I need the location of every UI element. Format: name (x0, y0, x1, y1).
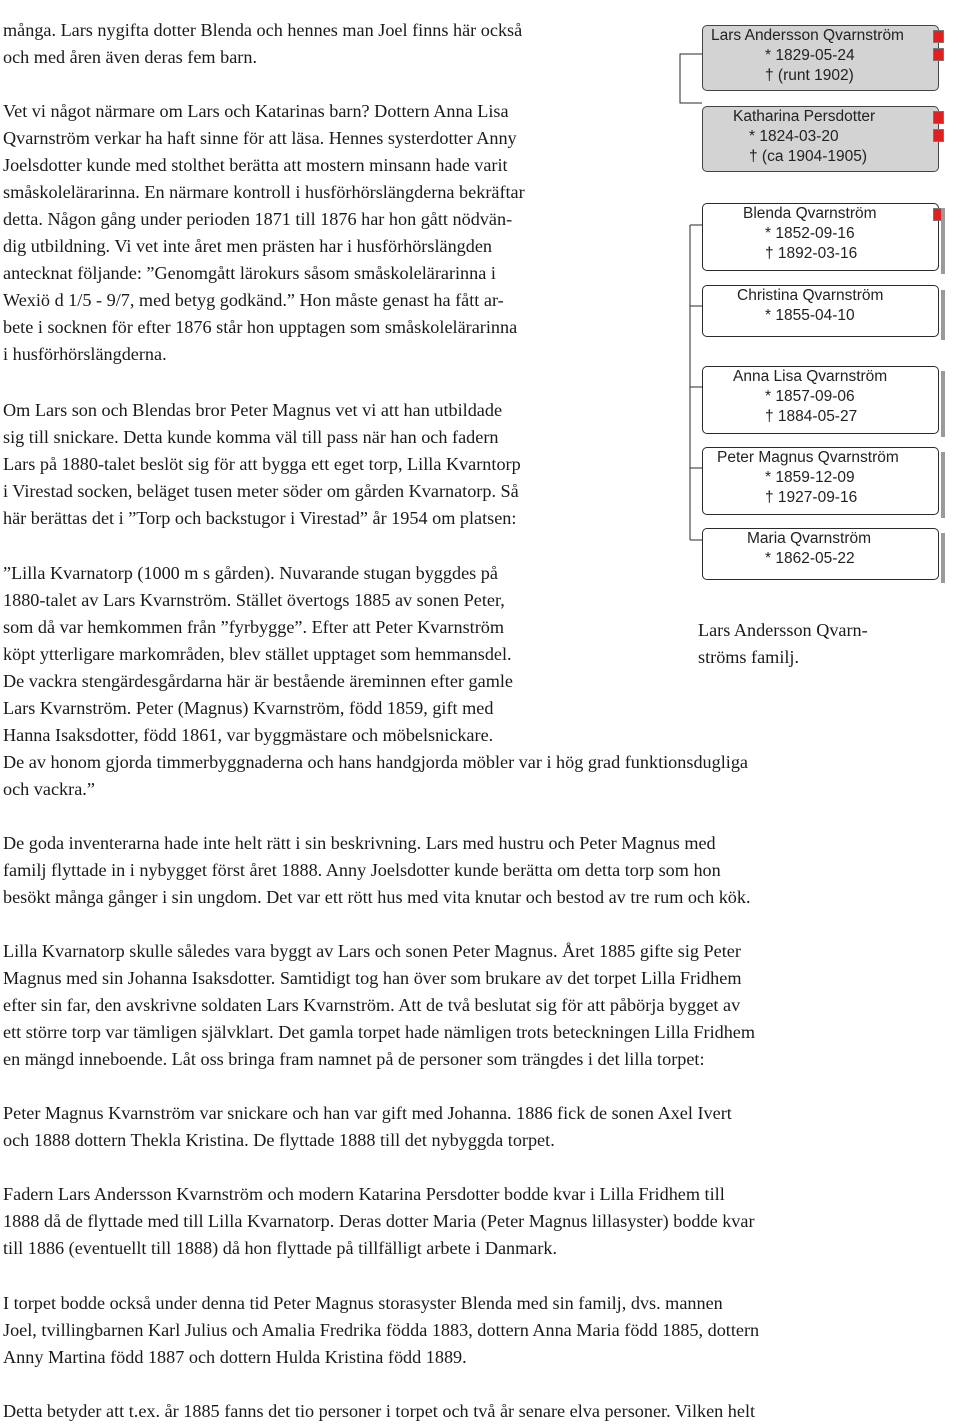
box-shadow (941, 371, 945, 437)
paragraph-1 (3, 17, 522, 71)
children-branches (690, 225, 702, 540)
text-line: småskolelärarinna. En närmare kontroll i husförhörslängderna bekräftar (3, 182, 525, 202)
paragraph-8 (3, 1181, 755, 1262)
text-line: Lars på 1880-talet beslöt sig för att bygga ett eget torp, Lilla Kvarntorp (3, 454, 521, 474)
text-line: familj flyttade in i nybygget först året 1888. Anny Joelsdotter kunde berätta om detta torp som hon (3, 860, 721, 880)
text-line: sig till snickare. Detta kunde komma väl till pass när han och fadern (3, 427, 499, 447)
paragraph-5 (3, 830, 751, 911)
birth-date: * 1862-05-22 (765, 550, 855, 567)
text-line: Fadern Lars Andersson Kvarnström och modern Katarina Persdotter bodde kvar i Lilla Fridhem till (3, 1184, 725, 1204)
text-line: Joelsdotter kunde med stolthet berätta att mostern minsann hade varit (3, 155, 508, 175)
text-line: Anny Martina född 1887 och dottern Hulda Kristina född 1889. (3, 1347, 467, 1367)
person-name: Peter Magnus Qvarnström (717, 449, 899, 466)
text-line: Wexiö d 1/5 - 9/7, med betyg godkänd.” Hon måste genast ha fått ar- (3, 290, 504, 310)
text-line: och vackra.” (3, 779, 95, 799)
box-shadow (941, 208, 945, 274)
text-line: 1880-talet av Lars Kvarnström. Stället övertogs 1885 av sonen Peter, (3, 590, 505, 610)
text-line: Lars Kvarnström. Peter (Magnus) Kvarnström, född 1859, gift med (3, 698, 494, 718)
box-shadow (941, 290, 945, 340)
text-line: i Virestad socken, beläget tusen meter söder om gården Kvarnatorp. Så (3, 481, 519, 501)
person-name: Maria Qvarnström (747, 530, 872, 547)
text-line: 1888 då de flyttade med till Lilla Kvarnatorp. Deras dotter Maria (Peter Magnus lillasyster) bodde kvar (3, 1211, 755, 1231)
text-line: bete i socknen för efter 1876 står hon upptagen som småskolelärarinna (3, 317, 518, 337)
flag-icon (933, 30, 944, 43)
text-line: många. Lars nygifta dotter Blenda och hennes man Joel finns här också (3, 20, 523, 40)
person-name: Christina Qvarnström (737, 287, 884, 304)
paragraph-3 (3, 397, 521, 532)
text-line: ett större torp var tämligen självklart. Det gamla torpet hade nämligen trots beteckningen Lilla Fridhem (3, 1022, 756, 1042)
text-line: Joel, tvillingbarnen Karl Julius och Amalia Fredrika födda 1883, dottern Anna Maria född 1885, dottern (3, 1320, 760, 1340)
figure-caption (698, 617, 868, 671)
text-line: Vet vi något närmare om Lars och Katarinas barn? Dottern Anna Lisa (3, 101, 509, 121)
text-line: som då var hemkommen från ”fyrbygge”. Efter att Peter Kvarnström (3, 617, 504, 637)
birth-date: * 1857-09-06 (765, 388, 855, 405)
text-line: Hanna Isaksdotter, född 1861, var byggmästare och möbelsnickare. (3, 725, 494, 745)
flag-icon (933, 48, 944, 61)
text-line: I torpet bodde också under denna tid Peter Magnus storasyster Blenda med sin familj, dvs. mannen (3, 1293, 723, 1313)
person-name: Blenda Qvarnström (743, 205, 877, 222)
paragraph-9 (3, 1290, 759, 1371)
family-tree (672, 22, 960, 606)
paragraph-6 (3, 938, 755, 1073)
text-line: Magnus med sin Johanna Isaksdotter. Samtidigt tog han över som brukare av det torpet Lilla Fridhem (3, 968, 742, 988)
text-line: Lilla Kvarnatorp skulle således vara byggt av Lars och sonen Peter Magnus. Året 1885 gifte sig Peter (3, 941, 741, 961)
parent-box-katharina (702, 106, 939, 172)
text-line: antecknat följande: ”Genomgått lärokurs såsom småskolelärarinna i (3, 263, 496, 283)
text-line: en mängd inneboende. Låt oss bringa fram namnet på de personer som trängdes i det lilla torpet: (3, 1049, 705, 1069)
paragraph-10 (3, 1398, 755, 1425)
text-line: ”Lilla Kvarnatorp (1000 m s gården). Nuvarande stugan byggdes på (3, 563, 498, 583)
text-line: De vackra stengärdesgårdarna här är bestående äreminnen efter gamle (3, 671, 513, 691)
text-line: besökt många gånger i sin ungdom. Det var ett rött hus med vita knutar och bestod av tre rum och kök. (3, 887, 751, 907)
text-line: Detta betyder att t.ex. år 1885 fanns det tio personer i torpet och två år senare elva personer. Vilken helt (3, 1401, 756, 1421)
text-line: till 1886 (eventuellt till 1888) då hon flyttade på tillfälligt arbete i Danmark. (3, 1238, 558, 1258)
child-box-christina (702, 285, 939, 337)
birth-date: * 1852-09-16 (765, 225, 855, 242)
flag-icon (933, 129, 944, 142)
flag-icon (933, 111, 944, 124)
text-line: De av honom gjorda timmerbyggnaderna och hans handgjorda möbler var i hög grad funktionsdugliga (3, 752, 748, 772)
birth-date: * 1829-05-24 (765, 47, 855, 64)
death-date: † 1927-09-16 (765, 489, 858, 506)
box-shadow (941, 452, 945, 518)
text-line: här berättas det i ”Torp och backstugor i Virestad” år 1954 om platsen: (3, 508, 517, 528)
child-box-maria (702, 528, 939, 580)
child-box-peter-magnus (702, 447, 939, 515)
paragraph-2 (3, 98, 525, 368)
parents-bracket (680, 54, 702, 103)
paragraph-7 (3, 1100, 732, 1154)
text-line: detta. Någon gång under perioden 1871 till 1876 har hon gått nödvän- (3, 209, 513, 229)
text-line: efter sin far, den avskrivne soldaten Lars Kvarnström. Att de två beslutat sig för att påbörja bygget av (3, 995, 741, 1015)
text-line: och med åren även deras fem barn. (3, 47, 257, 67)
text-line: och 1888 dottern Thekla Kristina. De flyttade 1888 till det nybyggda torpet. (3, 1130, 555, 1150)
text-line: Qvarnström verkar ha haft sinne för att läsa. Hennes systerdotter Anny (3, 128, 517, 148)
caption-line: ströms familj. (698, 647, 800, 667)
text-line: Peter Magnus Kvarnström var snickare och han var gift med Johanna. 1886 fick de sonen Axel Ivert (3, 1103, 732, 1123)
death-date: † (runt 1902) (765, 67, 854, 84)
parent-box-lars (702, 25, 939, 91)
death-date: † 1892-03-16 (765, 245, 858, 262)
text-line: köpt ytterligare markområden, blev stället upptaget som hemmansdel. (3, 644, 512, 664)
birth-date: * 1824-03-20 (749, 128, 839, 145)
person-name: Anna Lisa Qvarnström (733, 368, 888, 385)
person-name: Lars Andersson Qvarnström (711, 27, 904, 44)
box-shadow (941, 533, 945, 583)
birth-date: * 1855-04-10 (765, 307, 855, 324)
child-box-blenda (702, 203, 939, 271)
text-line: i husförhörslängderna. (3, 344, 167, 364)
person-name: Katharina Persdotter (733, 108, 876, 125)
death-date: † 1884-05-27 (765, 408, 858, 425)
child-box-anna-lisa (702, 366, 939, 434)
text-line: Om Lars son och Blendas bror Peter Magnus vet vi att han utbildade (3, 400, 503, 420)
death-date: † (ca 1904-1905) (749, 148, 868, 165)
caption-line: Lars Andersson Qvarn- (698, 620, 868, 640)
quote-paragraph (3, 560, 748, 803)
text-line: dig utbildning. Vi vet inte året men prästen har i husförhörslängden (3, 236, 493, 256)
text-line: De goda inventerarna hade inte helt rätt i sin beskrivning. Lars med hustru och Peter Magnus med (3, 833, 716, 853)
birth-date: * 1859-12-09 (765, 469, 855, 486)
